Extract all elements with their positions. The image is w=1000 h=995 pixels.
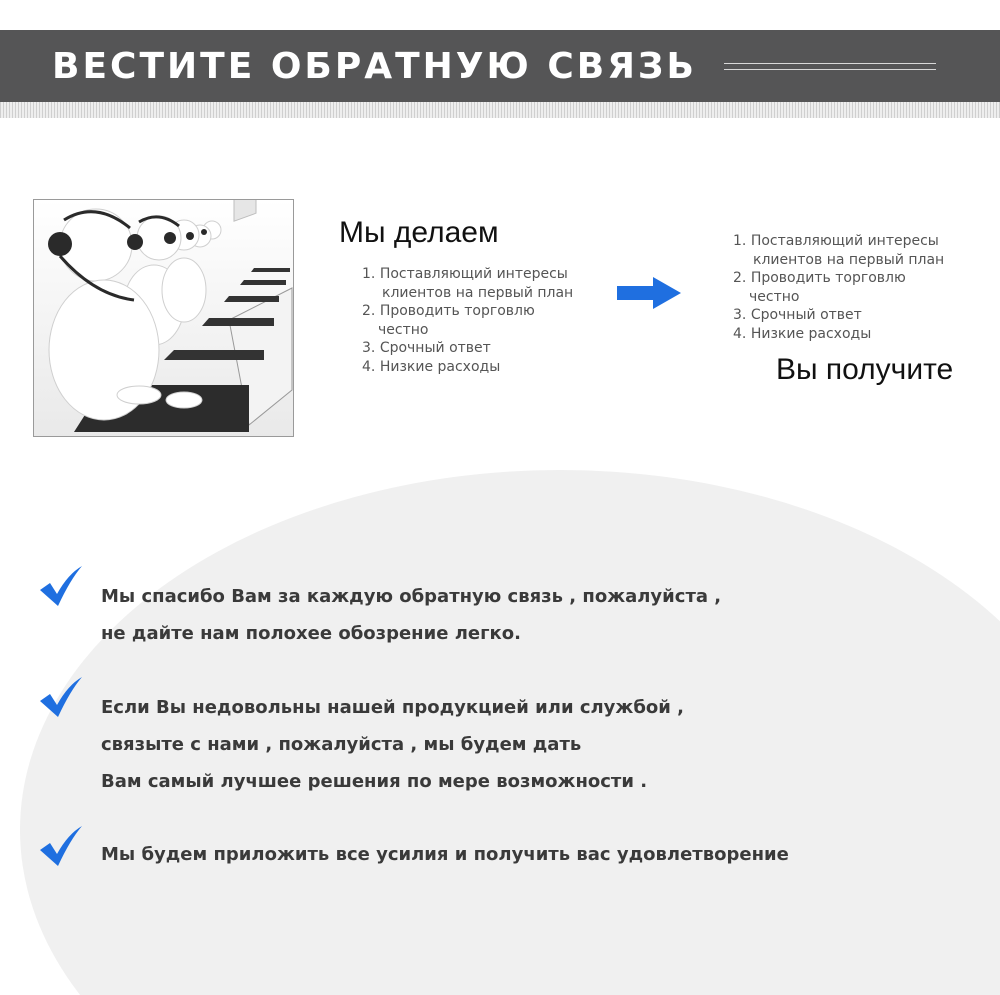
header-decor-line [724,63,936,64]
list-item: 1. Поставляющий интересы клиентов на первый план [362,266,574,301]
header-decor-line [724,69,936,70]
statement-3: Мы будем приложить все усилия и получить вас удовлетворение [101,844,789,865]
page-title: ВЕСТИТЕ ОБРАТНУЮ СВЯЗЬ [52,46,697,87]
checkmark-icon [40,826,84,868]
list-item: 3. Срочный ответ [362,340,491,356]
arrow-right-icon [617,277,681,309]
list-item: 3. Срочный ответ [733,307,862,323]
you-get-label: Вы получите [776,353,954,386]
list-item: 4. Низкие расходы [733,325,872,342]
checkmark-icon [40,566,84,608]
we-do-label: Мы делаем [339,216,499,249]
list-item: 1. Поставляющий интересы клиентов на первый план [733,233,945,268]
statement-2: Если Вы недовольны нашей продукцией или службой , связыте с нами , пожалуйста , мы будем дать Вам самый лучшее решения по мере возможности . [101,697,684,792]
header-banner [0,30,1000,102]
list-item: 4. Низкие расходы [362,358,501,375]
statement-1: Мы спасибо Вам за каждую обратную связь , пожалуйста , не дайте нам полохее обозрение легко. [101,586,722,644]
you-get-list [733,232,944,343]
we-do-list [362,265,573,376]
checkmark-icon [40,677,84,719]
call-center-illustration [33,199,294,437]
list-item: 2. Проводить торговлю честно [362,303,535,338]
header-stripe [0,102,1000,118]
list-item: 2. Проводить торговлю честно [733,270,906,305]
